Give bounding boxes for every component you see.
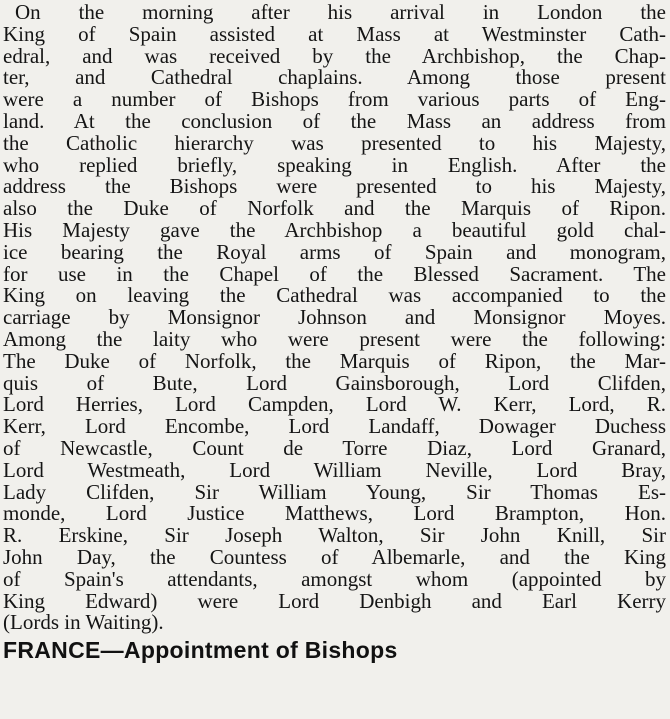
article-line: The Duke of Norfolk, the Marquis of Ripon, the Mar- [3,348,666,373]
article-line: for use in the Chapel of the Blessed Sacrament. The [3,261,666,286]
article-line: were a number of Bishops from various parts of Eng- [3,87,666,112]
article-line: Kerr, Lord Encombe, Lord Landaff, Dowager Duchess [3,414,666,439]
article-body [3,2,666,634]
article-line: R. Erskine, Sir Joseph Walton, Sir John Knill, Sir [3,523,666,548]
article-line: ice bearing the Royal arms of Spain and monogram, [3,239,666,264]
article-line: land. At the conclusion of the Mass an address from [3,108,666,133]
article-line: Lord Westmeath, Lord William Neville, Lord Bray, [3,457,666,482]
article-line: Lord Herries, Lord Campden, Lord W. Kerr, Lord, R. [3,392,666,417]
article-line: carriage by Monsignor Johnson and Monsignor Moyes. [3,305,666,330]
article-line: quis of Bute, Lord Gainsborough, Lord Clifden, [3,370,666,395]
article-line: Lady Clifden, Sir William Young, Sir Thomas Es- [3,479,666,504]
article-line: King of Spain assisted at Mass at Westminster Cath- [3,21,666,46]
article-line: King on leaving the Cathedral was accompanied to the [3,283,666,308]
article-line: His Majesty gave the Archbishop a beautiful gold chal- [3,217,666,242]
article-line: address the Bishops were presented to his Majesty, [3,174,666,199]
article-line: (Lords in Waiting). [3,610,164,635]
article-line: also the Duke of Norfolk and the Marquis of Ripon. [3,196,666,221]
article-line: edral, and was received by the Archbishop, the Chap- [3,43,666,68]
article-line: the Catholic hierarchy was presented to his Majesty, [3,130,666,155]
article-line: Among the laity who were present were the following: [3,326,666,351]
article-line: who replied briefly, speaking in English. After the [3,152,666,177]
article-line: of Spain's attendants, amongst whom (appointed by [3,566,666,591]
article-line: ter, and Cathedral chaplains. Among those present [3,65,666,90]
article-line: John Day, the Countess of Albemarle, and the King [3,544,666,569]
section-heading: FRANCE—Appointment of Bishops [3,637,398,664]
article-line: On the morning after his arrival in London the [15,0,666,24]
article-line: monde, Lord Justice Matthews, Lord Brampton, Hon. [3,501,666,526]
article-line: of Newcastle, Count de Torre Diaz, Lord Granard, [3,435,666,460]
article-line: King Edward) were Lord Denbigh and Earl Kerry [3,588,666,613]
